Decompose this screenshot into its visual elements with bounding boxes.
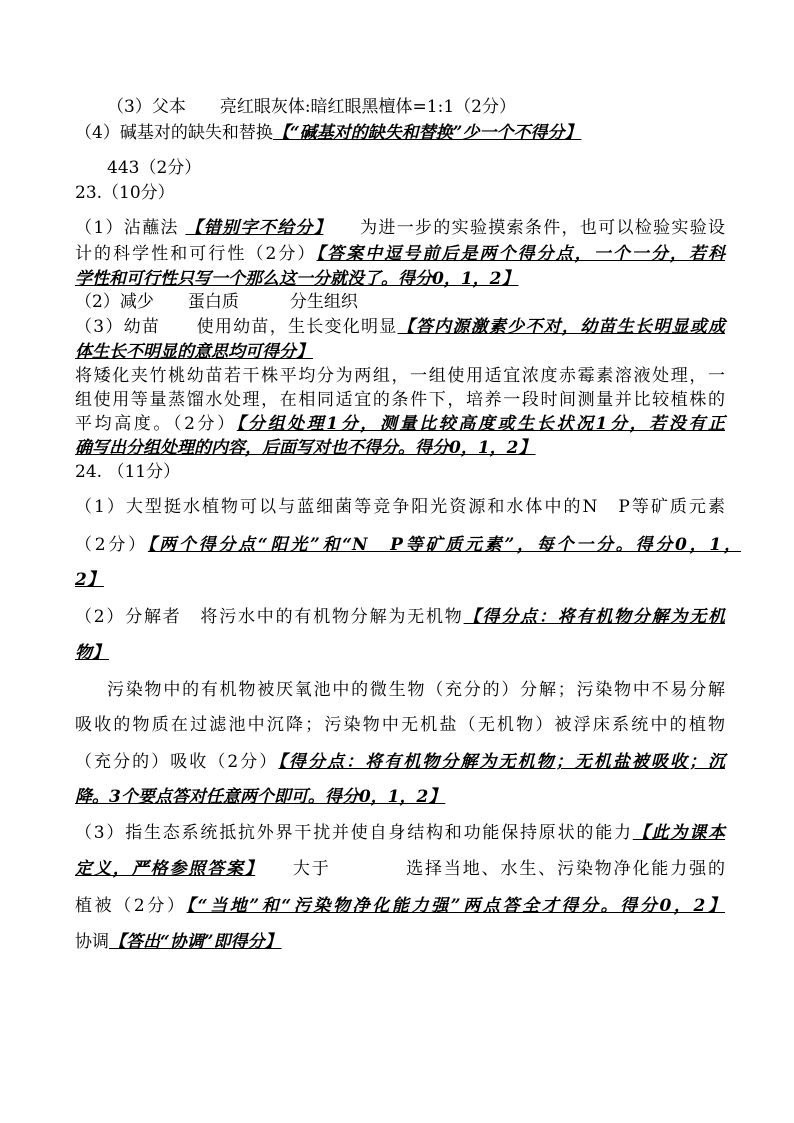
answer-text: 计的科学性和可行性（2分） bbox=[75, 244, 317, 264]
q24-line bbox=[75, 496, 725, 518]
q23-heading: 23.（10分） bbox=[75, 183, 175, 203]
q22-line-3 bbox=[107, 96, 725, 118]
answer-text: （2）分解者 将污水中的有机物分解为无机物 bbox=[75, 607, 464, 627]
q24-line bbox=[75, 642, 725, 664]
grading-note: 定义，严格参照答案】 bbox=[75, 859, 256, 879]
answer-text: 为进一步的实验摸索条件，也可以检验实验设 bbox=[323, 218, 726, 238]
answer-text: （2）减少 蛋白质 分生组织 bbox=[75, 292, 358, 312]
grading-note: 【分组处理1分，测量比较高度或生长状况1分，若没有正 bbox=[236, 414, 725, 434]
answer-text: 组使用等量蒸馏水处理，在相同适宜的条件下，培养一段时间测量并比较植株的 bbox=[75, 390, 725, 410]
q23-line bbox=[75, 217, 725, 239]
grading-note: 【答案中逗号前后是两个得分点，一个一分，若科 bbox=[316, 244, 726, 264]
answer-text: （3）幼苗 使用幼苗，生长变化明显 bbox=[75, 317, 398, 337]
q24-line bbox=[75, 714, 725, 736]
grading-note: 2】 bbox=[75, 570, 104, 590]
answer-text: （2分） bbox=[75, 535, 148, 555]
grading-note: 【答内源激素少不对，幼苗生长明显或成 bbox=[397, 317, 726, 337]
answer-text: 大于 选择当地、水生、污染物净化能力强的 bbox=[255, 859, 726, 879]
q24-line bbox=[107, 679, 725, 701]
q23-line bbox=[75, 389, 725, 411]
answer-text: （1）大型挺水植物可以与蓝细菌等竞争阳光资源和水体中的N P等矿质元素 bbox=[75, 497, 725, 517]
grading-note: 【错别字不给分】 bbox=[185, 218, 324, 238]
grading-note: 降。3个要点答对任意两个即可。得分0，1，2】 bbox=[75, 787, 446, 807]
answer-text: 吸收的物质在过滤池中沉降；污染物中无机盐（无机物）被浮床系统中的植物 bbox=[75, 715, 725, 735]
q22-line-4 bbox=[75, 122, 725, 144]
grading-note: 确写出分组处理的内容，后面写对也不得分。得分0，1，2】 bbox=[75, 438, 536, 458]
answer-text: （3）父本 亮红眼灰体:暗红眼黑檀体=1:1（2分） bbox=[107, 97, 516, 117]
q23-line bbox=[75, 268, 725, 290]
q23-line bbox=[75, 413, 725, 435]
answer-text: 协调 bbox=[75, 932, 109, 952]
q22-line-extra bbox=[107, 157, 725, 179]
q23-line bbox=[75, 243, 725, 265]
q24-line bbox=[75, 858, 725, 880]
q23-line bbox=[75, 291, 725, 313]
q23-line bbox=[75, 341, 725, 363]
grading-note: 【答出“协调”即得分】 bbox=[109, 932, 282, 952]
grading-note: 【得分点：将有机物分解为无机 bbox=[463, 607, 725, 627]
answer-text: （3）指生态系统抵抗外界干扰并使自身结构和功能保持原状的能力 bbox=[75, 823, 633, 843]
grading-note: 【得分点：将有机物分解为无机物；无机盐被吸收；沉 bbox=[278, 752, 725, 772]
answer-text: （充分的）吸收（2分） bbox=[75, 752, 279, 772]
grading-note: 物】 bbox=[75, 643, 109, 663]
grading-note: 学性和可行性只写一个那么这一分就没了。得分0，1，2】 bbox=[75, 269, 519, 289]
answer-text: 443（2分） bbox=[107, 158, 202, 178]
q23-line bbox=[75, 316, 725, 338]
q24-line bbox=[75, 569, 725, 591]
q24-line bbox=[75, 751, 725, 773]
grading-note: 【“碱基对的缺失和替换”少一个不得分】 bbox=[272, 123, 582, 143]
answer-text: 平均高度。（2分） bbox=[75, 414, 237, 434]
q24-line bbox=[75, 822, 725, 844]
q23-line bbox=[75, 365, 725, 387]
grading-note: 【此为课本 bbox=[632, 823, 725, 843]
answer-text: 植被（2分） bbox=[75, 896, 187, 916]
answer-text: 将矮化夹竹桃幼苗若干株平均分为两组，一组使用适宜浓度赤霉素溶液处理，一 bbox=[75, 366, 725, 386]
q23-line bbox=[75, 437, 725, 459]
q24-heading: 24. （11分） bbox=[75, 462, 181, 482]
answer-text: （1）沾蘸法 bbox=[75, 218, 186, 238]
q24-line bbox=[75, 786, 725, 808]
q24-line bbox=[75, 534, 741, 556]
q24-line bbox=[75, 931, 725, 953]
grading-note: 【“当地”和“污染物净化能力强”两点答全才得分。得分0，2】 bbox=[186, 896, 725, 916]
grading-note: 【两个得分点“阳光”和“N P等矿质元素”，每个一分。得分0，1， bbox=[147, 535, 741, 555]
grading-note: 体生长不明显的意思均可得分】 bbox=[75, 342, 313, 362]
answer-text: 污染物中的有机物被厌氧池中的微生物（充分的）分解；污染物中不易分解 bbox=[107, 680, 725, 700]
answer-text: （4）碱基对的缺失和替换 bbox=[75, 123, 273, 143]
q24-line bbox=[75, 606, 725, 628]
q24-line bbox=[75, 895, 725, 917]
